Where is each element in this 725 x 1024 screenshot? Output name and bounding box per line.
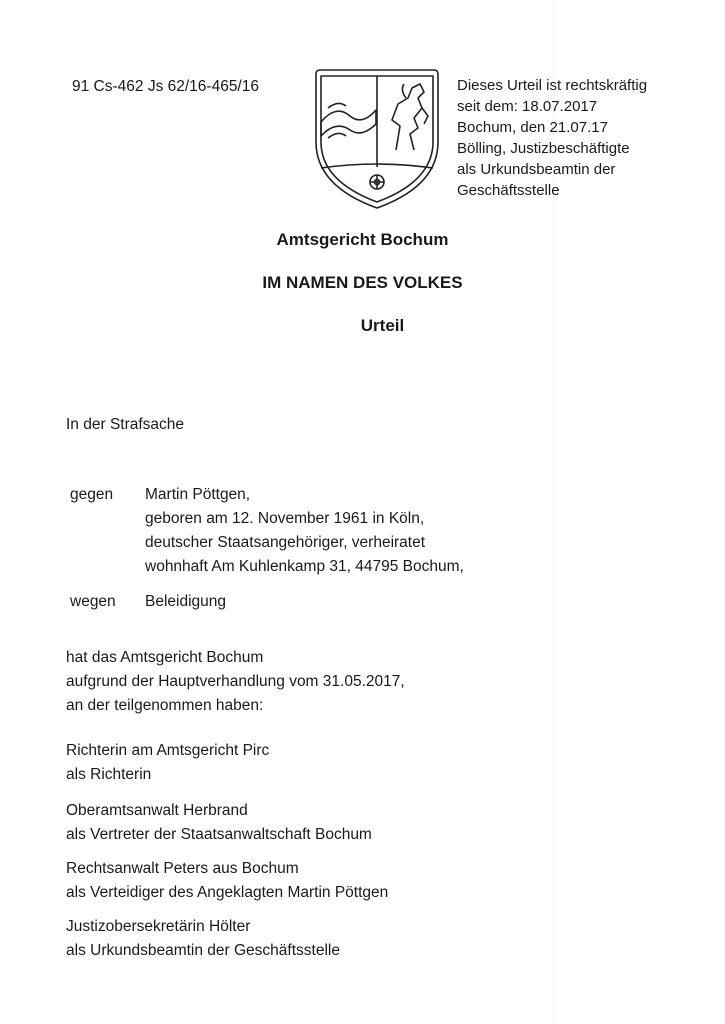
certification-line: Bölling, Justizbeschäftigte (457, 140, 630, 157)
hearing-line: aufgrund der Hauptverhandlung vom 31.05.2017, (66, 673, 405, 690)
hearing-line: hat das Amtsgericht Bochum (66, 649, 264, 666)
charge: Beleidigung (145, 593, 227, 610)
certification-line: als Urkundsbeamtin der (457, 161, 616, 178)
nrw-coat-of-arms-icon (310, 64, 444, 212)
court-name: Amtsgericht Bochum (276, 230, 449, 249)
certification-line: Dieses Urteil ist rechtskräftig (457, 77, 648, 94)
certification-line: Bochum, den 21.07.17 (457, 119, 608, 136)
defendant-line: wohnhaft Am Kuhlenkamp 31, 44795 Bochum, (145, 558, 464, 575)
participant-role: als Vertreter der Staatsanwaltschaft Bochum (66, 826, 372, 843)
participant-role: als Richterin (66, 766, 152, 783)
against-label: gegen (70, 486, 114, 503)
file-number: 91 Cs-462 Js 62/16-465/16 (72, 78, 259, 95)
certification-line: Geschäftsstelle (457, 182, 560, 199)
hearing-line: an der teilgenommen haben: (66, 697, 264, 714)
charge-label: wegen (70, 593, 116, 610)
participant-name: Richterin am Amtsgericht Pirc (66, 742, 270, 759)
judgment-formula: IM NAMEN DES VOLKES (262, 273, 463, 292)
participant-name: Rechtsanwalt Peters aus Bochum (66, 860, 299, 877)
document-type: Urteil (360, 316, 405, 335)
participant-role: als Verteidiger des Angeklagten Martin Pöttgen (66, 884, 389, 901)
defendant-line: geboren am 12. November 1961 in Köln, (145, 510, 425, 527)
participant-name: Justizobersekretärin Hölter (66, 918, 251, 935)
participant-name: Oberamtsanwalt Herbrand (66, 802, 248, 819)
participant-role: als Urkundsbeamtin der Geschäftsstelle (66, 942, 340, 959)
defendant-line: Martin Pöttgen, (145, 486, 251, 503)
certification-line: seit dem: 18.07.2017 (457, 98, 598, 115)
case-intro: In der Strafsache (66, 416, 185, 433)
defendant-line: deutscher Staatsangehöriger, verheiratet (145, 534, 426, 551)
